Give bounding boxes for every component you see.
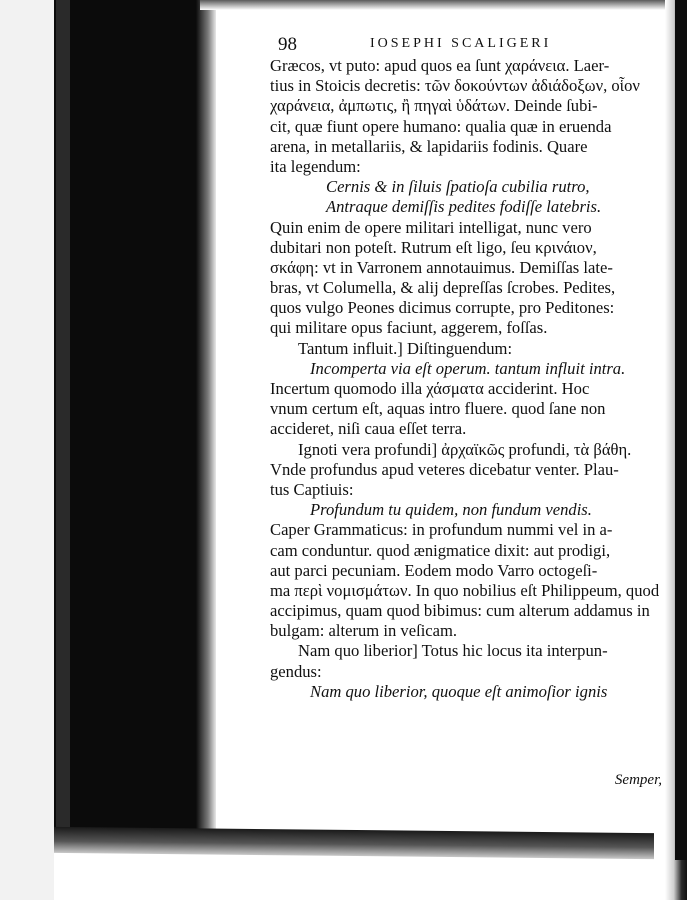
page-number: 98 xyxy=(278,34,297,55)
text-line: χαράνεια, ἀμπωτις, ἢ πηγαὶ ὑδάτων. Deinde ſubi- xyxy=(270,96,598,116)
facing-page-edge xyxy=(56,0,70,840)
text-line: tius in Stoicis decretis: τῶν δοκούντων ἀδιάδοξων, οἷον xyxy=(270,76,640,96)
lemma-line: Tantum influit.] Diſtinguendum: xyxy=(298,338,513,358)
text-line: cit, quæ fiunt opere humano: qualia quæ in eruenda xyxy=(270,116,612,136)
lemma-line: Ignoti vera profundi] ἀρχαϊκῶς profundi, τὰ βάθη. xyxy=(298,439,632,459)
catchword: Semper, xyxy=(614,772,662,788)
book-gutter xyxy=(196,0,216,840)
verse-line: Incomperta via eſt operum. tantum influit intra. xyxy=(310,358,626,378)
text-line: quos vulgo Peones dicimus corrupte, pro Peditones: xyxy=(270,298,615,318)
text-line: bras, vt Columella, & alij depreſſas ſcrobes. Pedites, xyxy=(270,278,616,298)
page-header xyxy=(270,34,662,56)
text-line: σκάφη: vt in Varronem annotauimus. Demiſſas late- xyxy=(270,257,613,277)
text-line: Quin enim de opere militari intelligat, nunc vero xyxy=(270,217,592,237)
text-line: qui militare opus faciunt, aggerem, foſſas. xyxy=(270,318,548,338)
text-line: accipimus, quam quod bibimus: cum alterum addamus in xyxy=(270,601,650,621)
text-line: Vnde profundus apud veteres dicebatur venter. Plau- xyxy=(270,459,619,479)
text-line: Incertum quomodo illa χάσματα acciderint. Hoc xyxy=(270,379,590,398)
text-line: dubitari non poteſt. Rutrum eſt ligo, ſeu κρινάιον, xyxy=(270,237,597,257)
text-line: Græcos, vt puto: apud quos ea ſunt χαράνεια. Laer- xyxy=(270,56,610,75)
body-text xyxy=(270,56,662,702)
text-line: cam conduntur. quod ænigmatice dixit: aut prodigi, xyxy=(270,540,611,560)
verse-line: Antraque demiſſis pedites fodiſſe latebris. xyxy=(326,197,602,217)
text-line: tus Captiuis: xyxy=(270,479,354,499)
scan-margin-left xyxy=(0,0,54,900)
right-edge-dark xyxy=(675,0,687,860)
text-line: ma περὶ νομισμάτων. In quo nobilius eſt Philippeum, quod xyxy=(270,580,660,600)
text-line: aut parci pecuniam. Eodem modo Varro octogeſi- xyxy=(270,560,598,580)
text-line: arena, in metallariis, & lapidariis fodinis. Quare xyxy=(270,136,588,156)
text-line: gendus: xyxy=(270,661,322,681)
running-head: IOSEPHI SCALIGERI xyxy=(370,36,552,51)
verse-line: Profundum tu quidem, non fundum vendis. xyxy=(310,500,592,520)
bottom-shadow xyxy=(54,827,654,859)
text-line: accideret, niſi caua eſſet terra. xyxy=(270,419,467,439)
facing-page-dark xyxy=(54,0,208,845)
top-shadow xyxy=(200,0,670,10)
verse-line: Nam quo liberior, quoque eſt animoſior ignis xyxy=(310,681,608,701)
text-line: Caper Grammaticus: in profundum nummi vel in a- xyxy=(270,520,613,540)
text-line: vnum certum eſt, aquas intro fluere. quod ſane non xyxy=(270,399,606,419)
verse-line: Cernis & in ſiluis ſpatioſa cubilia rutro, xyxy=(326,177,590,197)
text-line: bulgam: alterum in veſicam. xyxy=(270,621,458,641)
text-page xyxy=(270,34,662,794)
text-line: ita legendum: xyxy=(270,156,361,176)
lemma-line: Nam quo liberior] Totus hic locus ita interpun- xyxy=(298,641,608,661)
